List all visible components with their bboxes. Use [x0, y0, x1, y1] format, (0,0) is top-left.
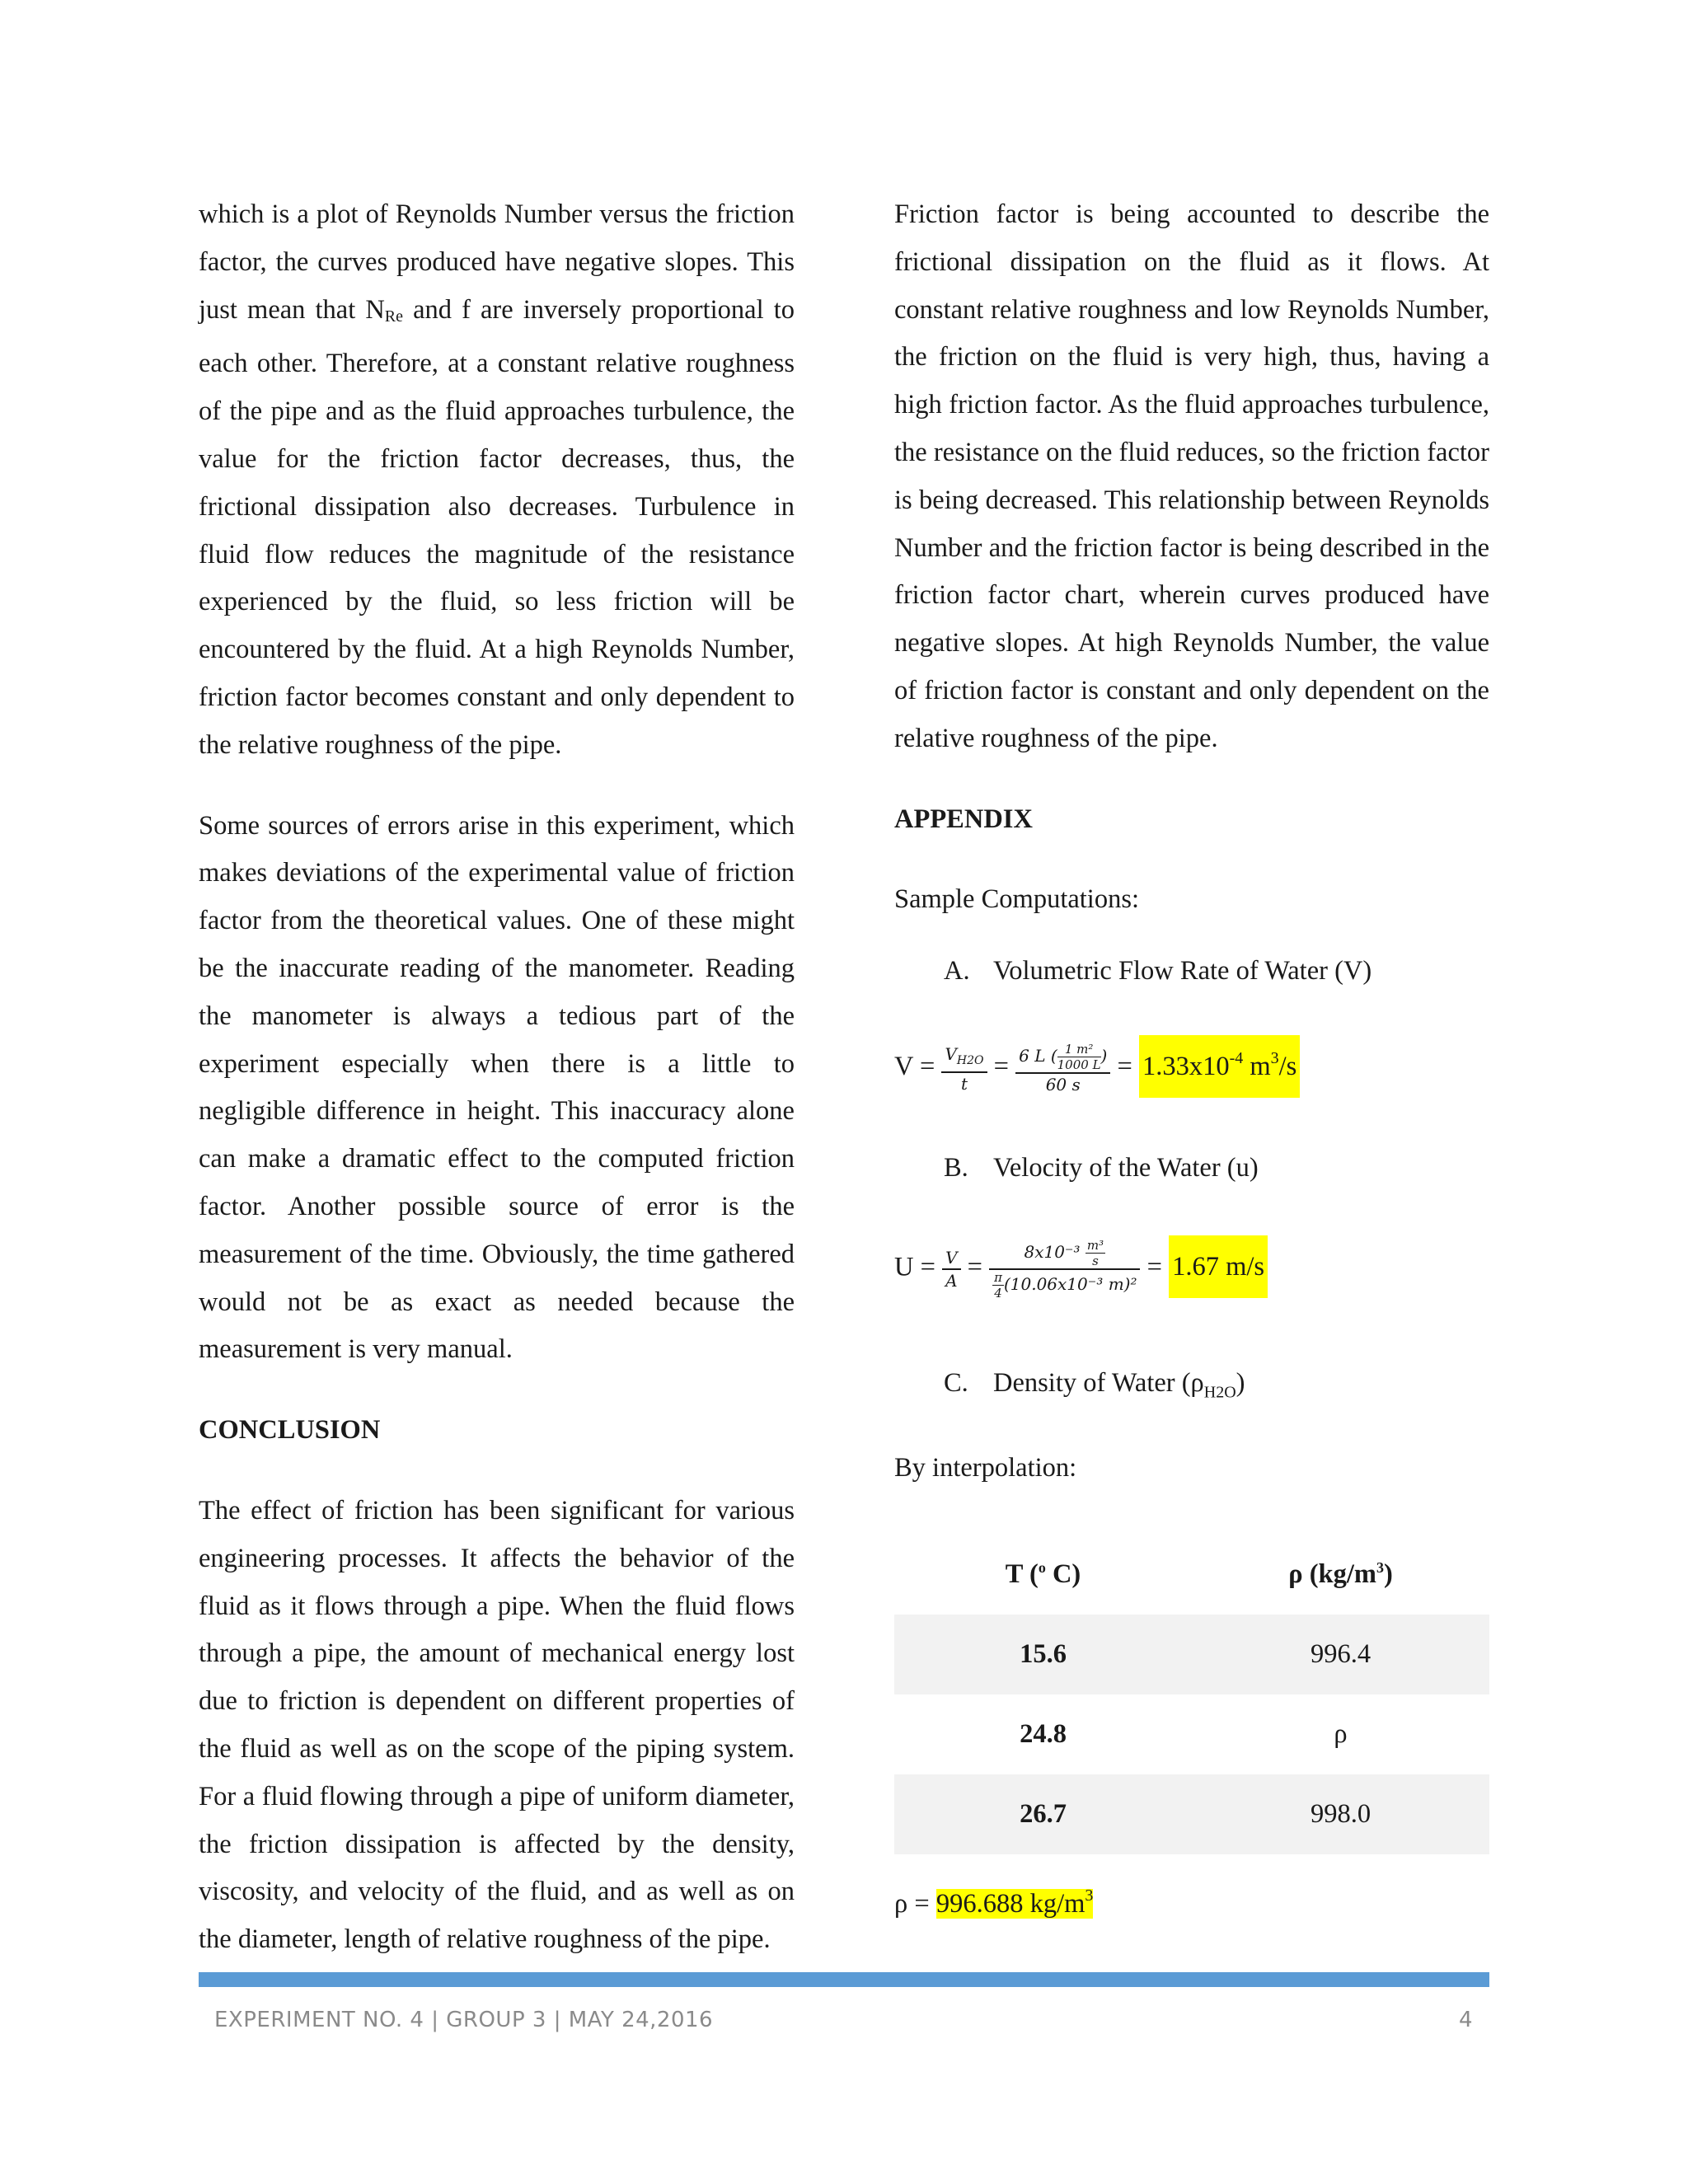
nre-subscript: Re [384, 307, 404, 326]
eq-v-lhs: V = [894, 1051, 935, 1081]
friction-factor-paragraph: Friction factor is being accounted to describe the frictional dissipation on the fluid as it flows. At constant relative roughness and low Reynolds Number, the friction on the fluid is very high, thus, having a high friction factor. As the fluid approaches turbulence, the resistance on the fluid reduces, so the friction factor is being decreased. This relationship between Reynolds Number and the friction factor is being described in the friction factor chart, wherein curves produced have negative slopes. At high Reynolds Number, the value of friction factor is constant and only dependent on the relative roughness of the pipe. [894, 199, 1489, 753]
right-column [894, 191, 1489, 924]
header-density: ρ $(kg/m^3)$ [1288, 1559, 1393, 1589]
item-c-heading: C. Density of Water $(\rho_{H2O})$ [944, 1368, 1245, 1402]
item-b-heading [944, 1153, 1259, 1183]
equation-velocity: U = $\frac{V}{A}$ = 8x10⁻³ $\frac{\text{m³}}{s}$ $\frac{\pi}{4}$ (10.06x10⁻³ m)² = 1.67 m/s [894, 1238, 1268, 1301]
table-header-row [894, 1535, 1489, 1615]
flow-rate-result-highlight: $1.33x10^{-4}$ $m^3/s$ [1139, 1035, 1300, 1098]
cell-density: ρ [1334, 1719, 1348, 1749]
equation-flow-rate: V = $\frac{V_{H2O}}{t}$ = 6 L ( $\frac{\text{1 m²}}{1000 L}$ ) 60 s = $1.33x10^{-4}$ $m^3/s$ [894, 1042, 1300, 1095]
item-a-letter: A. [944, 956, 970, 986]
table-row [894, 1694, 1489, 1774]
item-c-letter: C. [944, 1368, 968, 1398]
cell-temperature: 15.6 [894, 1615, 1192, 1694]
appendix-heading: APPENDIX [894, 804, 1033, 834]
eq-v-fraction-1: $\frac{V_{H2O}}{t}$ [941, 1043, 987, 1094]
conclusion-paragraph: The effect of friction has been significant for various engineering processes. It affects the behavior of the fluid as it flows through a pipe. When the fluid flows through a pipe, the amount of mechanical energy lost due to friction is dependent on different properties of the fluid as well as on the scope of the piping system. For a fluid flowing through a pipe of uniform diameter, the friction dissipation is affected by the density, viscosity, and velocity of the fluid, and as well as on the diameter, length of relative roughness of the pipe. [199, 1495, 795, 1955]
eq-u-lhs: U = [894, 1252, 935, 1282]
footer-bar [199, 1972, 1489, 1987]
discussion-paragraph-errors: Some sources of errors arise in this experiment, which makes deviations of the experimental value of friction factor from the theoretical values. One of these might be the inaccurate reading of the manometer. Reading the manometer is always a tedious part of the experiment especially when there is a little to negligible difference in height. This inaccuracy alone can make a dramatic effect to the computed friction factor. Another possible source of error is the measurement of the time. Obviously, the time gathered would not be as exact as needed because the measurement is very manual. [199, 810, 795, 1365]
header-temperature: T ($^o$ C) [1005, 1559, 1081, 1589]
eq-u-fraction-2: 8x10⁻³ $\frac{\text{m³}}{s}$ $\frac{\pi}{4}$ (10.06x10⁻³ m)² [989, 1238, 1140, 1301]
table-row [894, 1774, 1489, 1854]
item-b-label: Velocity of the Water (u) [993, 1153, 1259, 1183]
sample-computations-label: Sample Computations: [894, 884, 1140, 915]
cell-density: 996.4 [1192, 1615, 1489, 1694]
interpolation-label: By interpolation: [894, 1453, 1077, 1483]
item-a-heading [944, 956, 1372, 987]
table-row [894, 1615, 1489, 1694]
footer-text: EXPERIMENT NO. 4 | GROUP 3 | MAY 24,2016 [214, 2008, 714, 2032]
interpolation-table [894, 1535, 1489, 1854]
conclusion-heading: CONCLUSION [199, 1415, 381, 1446]
cell-density: 998.0 [1192, 1774, 1489, 1854]
item-b-letter: B. [944, 1153, 968, 1183]
eq-v-fraction-2: 6 L ( $\frac{\text{1 m²}}{1000 L}$ ) 60 s [1015, 1042, 1110, 1095]
discussion-paragraph-1: which is a plot of Reynolds Number versus the friction factor, the curves produced have negative slopes. This just mean that $N_{Re}$ and f are inversely proportional to each other. Therefore, at a constant relative roughness of the pipe and as the fluid approaches turbulence, the value for the friction factor decreases, thus, the frictional dissipation also decreases. Turbulence in fluid flow reduces the magnitude of the resistance experienced by the fluid, so less friction will be encountered by the fluid. At a high Reynolds Number, friction factor becomes constant and only dependent to the relative roughness of the pipe. [199, 199, 795, 760]
cell-temperature: 26.7 [894, 1774, 1192, 1854]
velocity-result-highlight: 1.67 m/s [1169, 1235, 1268, 1298]
density-result: ρ = 996.688 $kg/m^3$ [894, 1886, 1094, 1919]
eq-u-fraction-1: $\frac{V}{A}$ [942, 1247, 960, 1291]
page-number: 4 [1459, 2008, 1473, 2032]
cell-temperature: 24.8 [1020, 1719, 1067, 1749]
density-result-highlight: 996.688 $kg/m^3$ [935, 1886, 1094, 1919]
item-a-label: Volumetric Flow Rate of Water (V) [993, 956, 1372, 986]
left-column [199, 191, 795, 1964]
